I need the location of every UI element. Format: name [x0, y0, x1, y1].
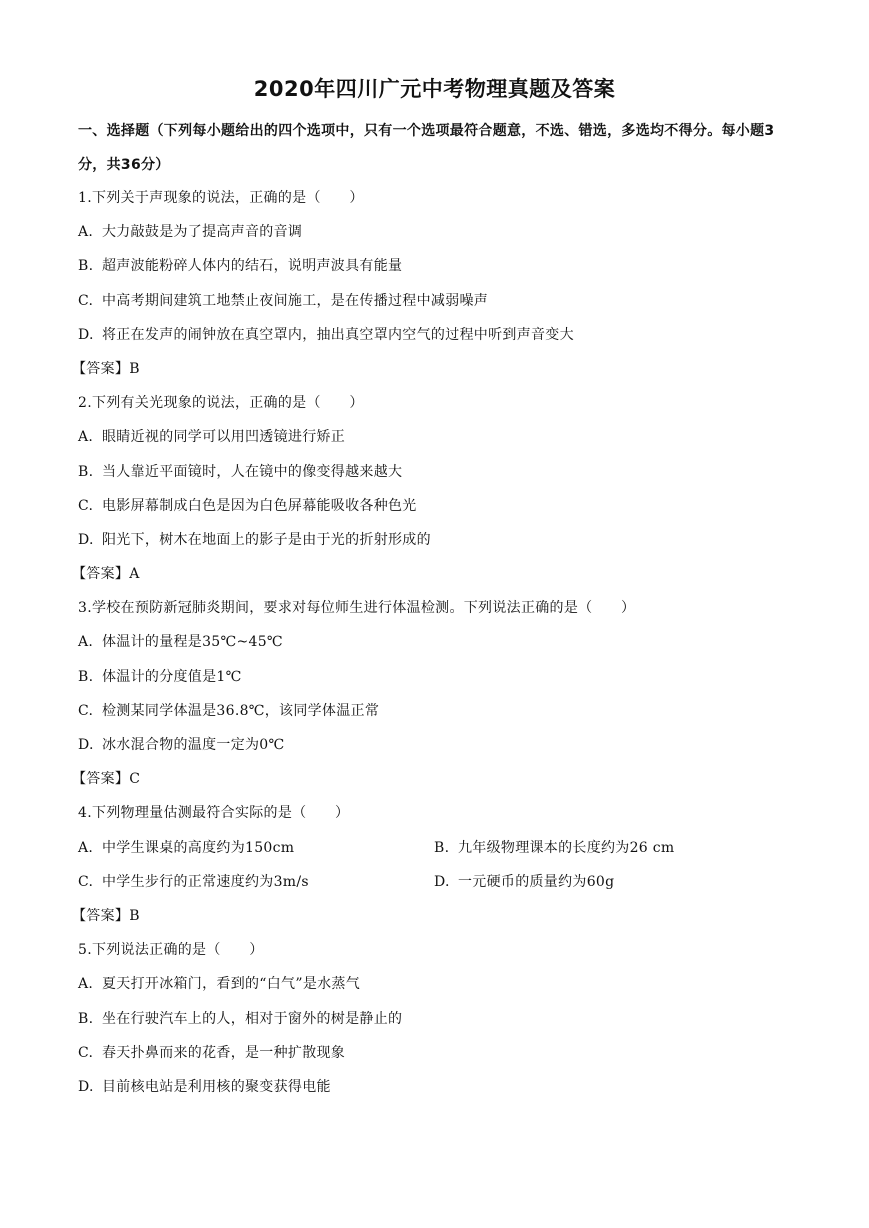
- option-letter: A.: [78, 976, 94, 993]
- option-a: [78, 967, 798, 1001]
- option-text: 将正在发声的闹钟放在真空罩内，抽出真空罩内空气的过程中听到声音变大: [102, 326, 574, 343]
- option-d: [434, 865, 790, 899]
- document-title: 2020年四川广元中考物理真题及答案: [253, 77, 616, 101]
- option-letter: B.: [78, 668, 94, 685]
- option-letter: A.: [78, 634, 94, 651]
- option-text: 九年级物理课本的长度约为26 cm: [458, 839, 675, 856]
- option-row: [78, 865, 798, 899]
- option-a: [78, 831, 434, 865]
- option-letter: C.: [78, 1044, 94, 1061]
- question-4: [72, 796, 798, 933]
- option-letter: C.: [78, 292, 94, 309]
- question-stem: 5.下列说法正确的是（ ）: [78, 942, 264, 959]
- option-letter: D.: [78, 531, 94, 548]
- option-letter: B.: [434, 839, 450, 856]
- option-text: 春天扑鼻而来的花香，是一种扩散现象: [102, 1044, 346, 1061]
- option-b: [78, 249, 798, 283]
- option-text: 夏天打开冰箱门，看到的“白气”是水蒸气: [102, 976, 361, 993]
- option-letter: B.: [78, 463, 94, 480]
- option-letter: B.: [78, 258, 94, 275]
- option-text: 冰水混合物的温度一定为0℃: [102, 737, 285, 753]
- option-b: [78, 455, 798, 489]
- answer-key: 【答案】A: [72, 566, 140, 583]
- option-letter: D.: [78, 326, 94, 343]
- section-heading: 一、选择题（下列每小题给出的四个选项中，只有一个选项最符合题意，不选、错选，多选均不得分。每小题3分，共36分）: [78, 123, 775, 173]
- option-c: [78, 1036, 798, 1070]
- option-letter: C.: [78, 873, 94, 890]
- option-text: 大力敲鼓是为了提高声音的音调: [102, 224, 303, 241]
- question-stem: 3.学校在预防新冠肺炎期间，要求对每位师生进行体温检测。下列说法正确的是（ ）: [78, 600, 636, 617]
- option-text: 中学生课桌的高度约为150cm: [102, 839, 295, 856]
- question-1: [72, 181, 798, 386]
- answer-key: 【答案】B: [72, 907, 140, 924]
- option-letter: D.: [78, 737, 94, 753]
- option-d: [78, 1070, 798, 1104]
- option-d: [78, 523, 798, 557]
- question-3: [72, 591, 798, 796]
- option-c: [78, 489, 798, 523]
- option-a: [78, 625, 798, 659]
- option-a: [78, 420, 798, 454]
- answer-key: 【答案】C: [72, 771, 141, 788]
- option-text: 中高考期间建筑工地禁止夜间施工，是在传播过程中减弱噪声: [102, 292, 489, 309]
- option-text: 体温计的量程是35℃~45℃: [102, 634, 283, 651]
- option-b: [434, 831, 790, 865]
- option-d: [78, 318, 798, 352]
- question-list: [72, 181, 798, 1104]
- option-letter: A.: [78, 224, 94, 241]
- option-letter: C.: [78, 702, 94, 719]
- option-letter: B.: [78, 1010, 94, 1027]
- option-text: 当人靠近平面镜时，人在镜中的像变得越来越大: [102, 463, 403, 480]
- option-a: [78, 215, 798, 249]
- option-text: 电影屏幕制成白色是因为白色屏幕能吸收各种色光: [102, 497, 417, 514]
- question-stem: 4.下列物理量估测最符合实际的是（ ）: [78, 805, 350, 822]
- option-letter: A.: [78, 839, 94, 856]
- question-5: [78, 933, 798, 1104]
- option-d: [78, 728, 798, 762]
- question-2: [72, 386, 798, 591]
- option-text: 体温计的分度值是1℃: [102, 668, 242, 685]
- question-stem: 1.下列关于声现象的说法，正确的是（ ）: [78, 190, 364, 206]
- option-text: 超声波能粉碎人体内的结石，说明声波具有能量: [102, 258, 403, 275]
- option-letter: D.: [434, 873, 450, 890]
- option-letter: D.: [78, 1078, 94, 1095]
- answer-key: 【答案】B: [72, 360, 140, 377]
- option-row: [78, 831, 798, 865]
- option-c: [78, 284, 798, 318]
- option-letter: A.: [78, 429, 94, 446]
- option-text: 眼睛近视的同学可以用凹透镜进行矫正: [102, 429, 346, 446]
- option-c: [78, 694, 798, 728]
- option-text: 阳光下，树木在地面上的影子是由于光的折射形成的: [102, 531, 431, 548]
- option-letter: C.: [78, 497, 94, 514]
- option-b: [78, 660, 798, 694]
- option-c: [78, 865, 434, 899]
- option-b: [78, 1002, 798, 1036]
- option-text: 检测某同学体温是36.8℃，该同学体温正常: [102, 702, 380, 719]
- option-text: 目前核电站是利用核的聚变获得电能: [102, 1078, 331, 1095]
- option-text: 中学生步行的正常速度约为3m/s: [102, 873, 309, 890]
- question-stem: 2.下列有关光现象的说法，正确的是（ ）: [78, 395, 364, 412]
- option-text: 坐在行驶汽车上的人，相对于窗外的树是静止的: [102, 1010, 403, 1027]
- option-text: 一元硬币的质量约为60g: [458, 873, 615, 890]
